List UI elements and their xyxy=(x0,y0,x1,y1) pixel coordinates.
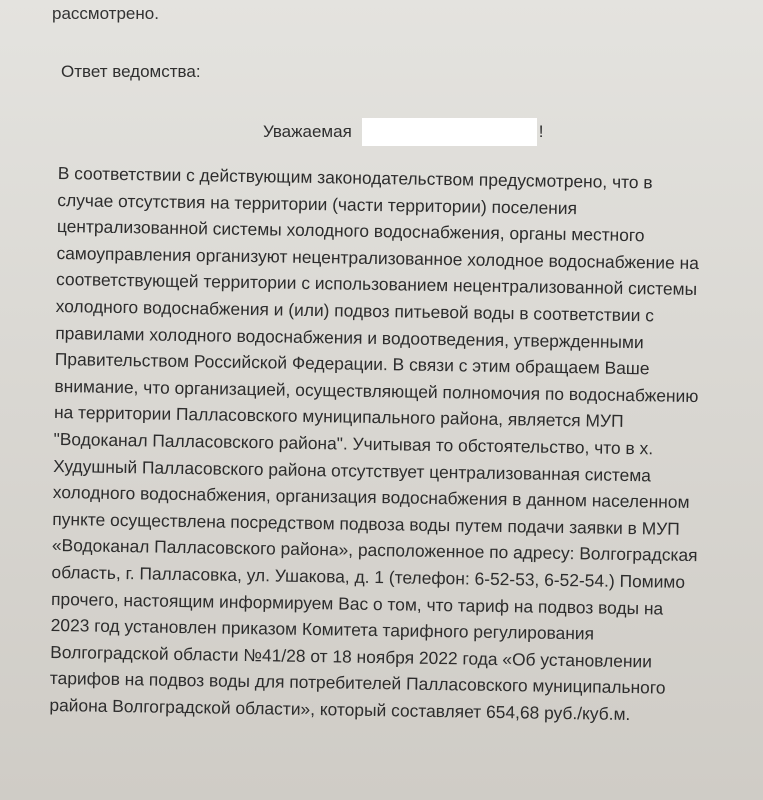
body-line: тарифов на подвоз воды для потребителей Палласовского муниципального xyxy=(49,668,666,698)
response-body xyxy=(49,160,738,729)
previous-text-fragment: рассмотрено. xyxy=(52,4,159,23)
greeting-line xyxy=(263,118,544,146)
body-line: прочего, настоящим информируем Вас о том, что тариф на подвоз воды на xyxy=(50,588,664,619)
body-line: внимание, что организацией, осуществляющей полномочия по водоснабжению xyxy=(54,375,699,406)
greeting-punctuation: ! xyxy=(538,122,544,141)
body-line: централизованной системы холодного водоснабжения, органы местного xyxy=(56,216,645,246)
body-line: «Водоканал Палласовского района», расположенное по адресу: Волгоградская xyxy=(51,535,698,566)
body-line: соответствующей территории с использованием нецентрализованной системы xyxy=(55,269,698,300)
body-line: пункте осуществлена посредством подвоза воды путем подачи заявки в МУП xyxy=(52,508,680,539)
body-line: правилами холодного водоснабжения и водоотведения, утвержденными xyxy=(55,322,644,352)
body-line: на территории Палласовского муниципального района, является МУП xyxy=(53,402,624,432)
body-line: В соответствии с действующим законодательством предусмотрено, что в xyxy=(57,162,653,193)
body-line: 2023 год установлен приказом Комитета тарифного регулирования xyxy=(50,615,595,644)
body-line: область, г. Палласовка, ул. Ушакова, д. 1 (телефон: 6-52-53, 6-52-54.) Помимо xyxy=(51,561,686,592)
body-line: района Волгоградской области», который составляет 654,68 руб./куб.м. xyxy=(49,694,631,724)
body-line: холодного водоснабжения, организация водоснабжения в данном населенном xyxy=(52,482,690,513)
answer-label: Ответ ведомства: xyxy=(61,62,201,81)
greeting-word: Уважаемая xyxy=(263,122,352,141)
body-line: случае отсутствия на территории (части территории) поселения xyxy=(57,189,578,218)
body-line: "Водоканал Палласовского района". Учитывая то обстоятельство, что в х. xyxy=(53,428,654,459)
body-line: Правительством Российской Федерации. В связи с этим обращаем Ваше xyxy=(54,349,650,379)
body-line: холодного водоснабжения и (или) подвоз питьевой воды в соответствии с xyxy=(55,295,655,326)
body-line: самоуправления организуют нецентрализованное холодное водоснабжение на xyxy=(56,242,700,273)
redacted-name-box xyxy=(362,118,537,146)
body-line: Волгоградской области №41/28 от 18 ноября 2022 года «Об установлении xyxy=(50,641,653,672)
body-line: Худушный Палласовского района отсутствует централизованная система xyxy=(53,455,652,485)
